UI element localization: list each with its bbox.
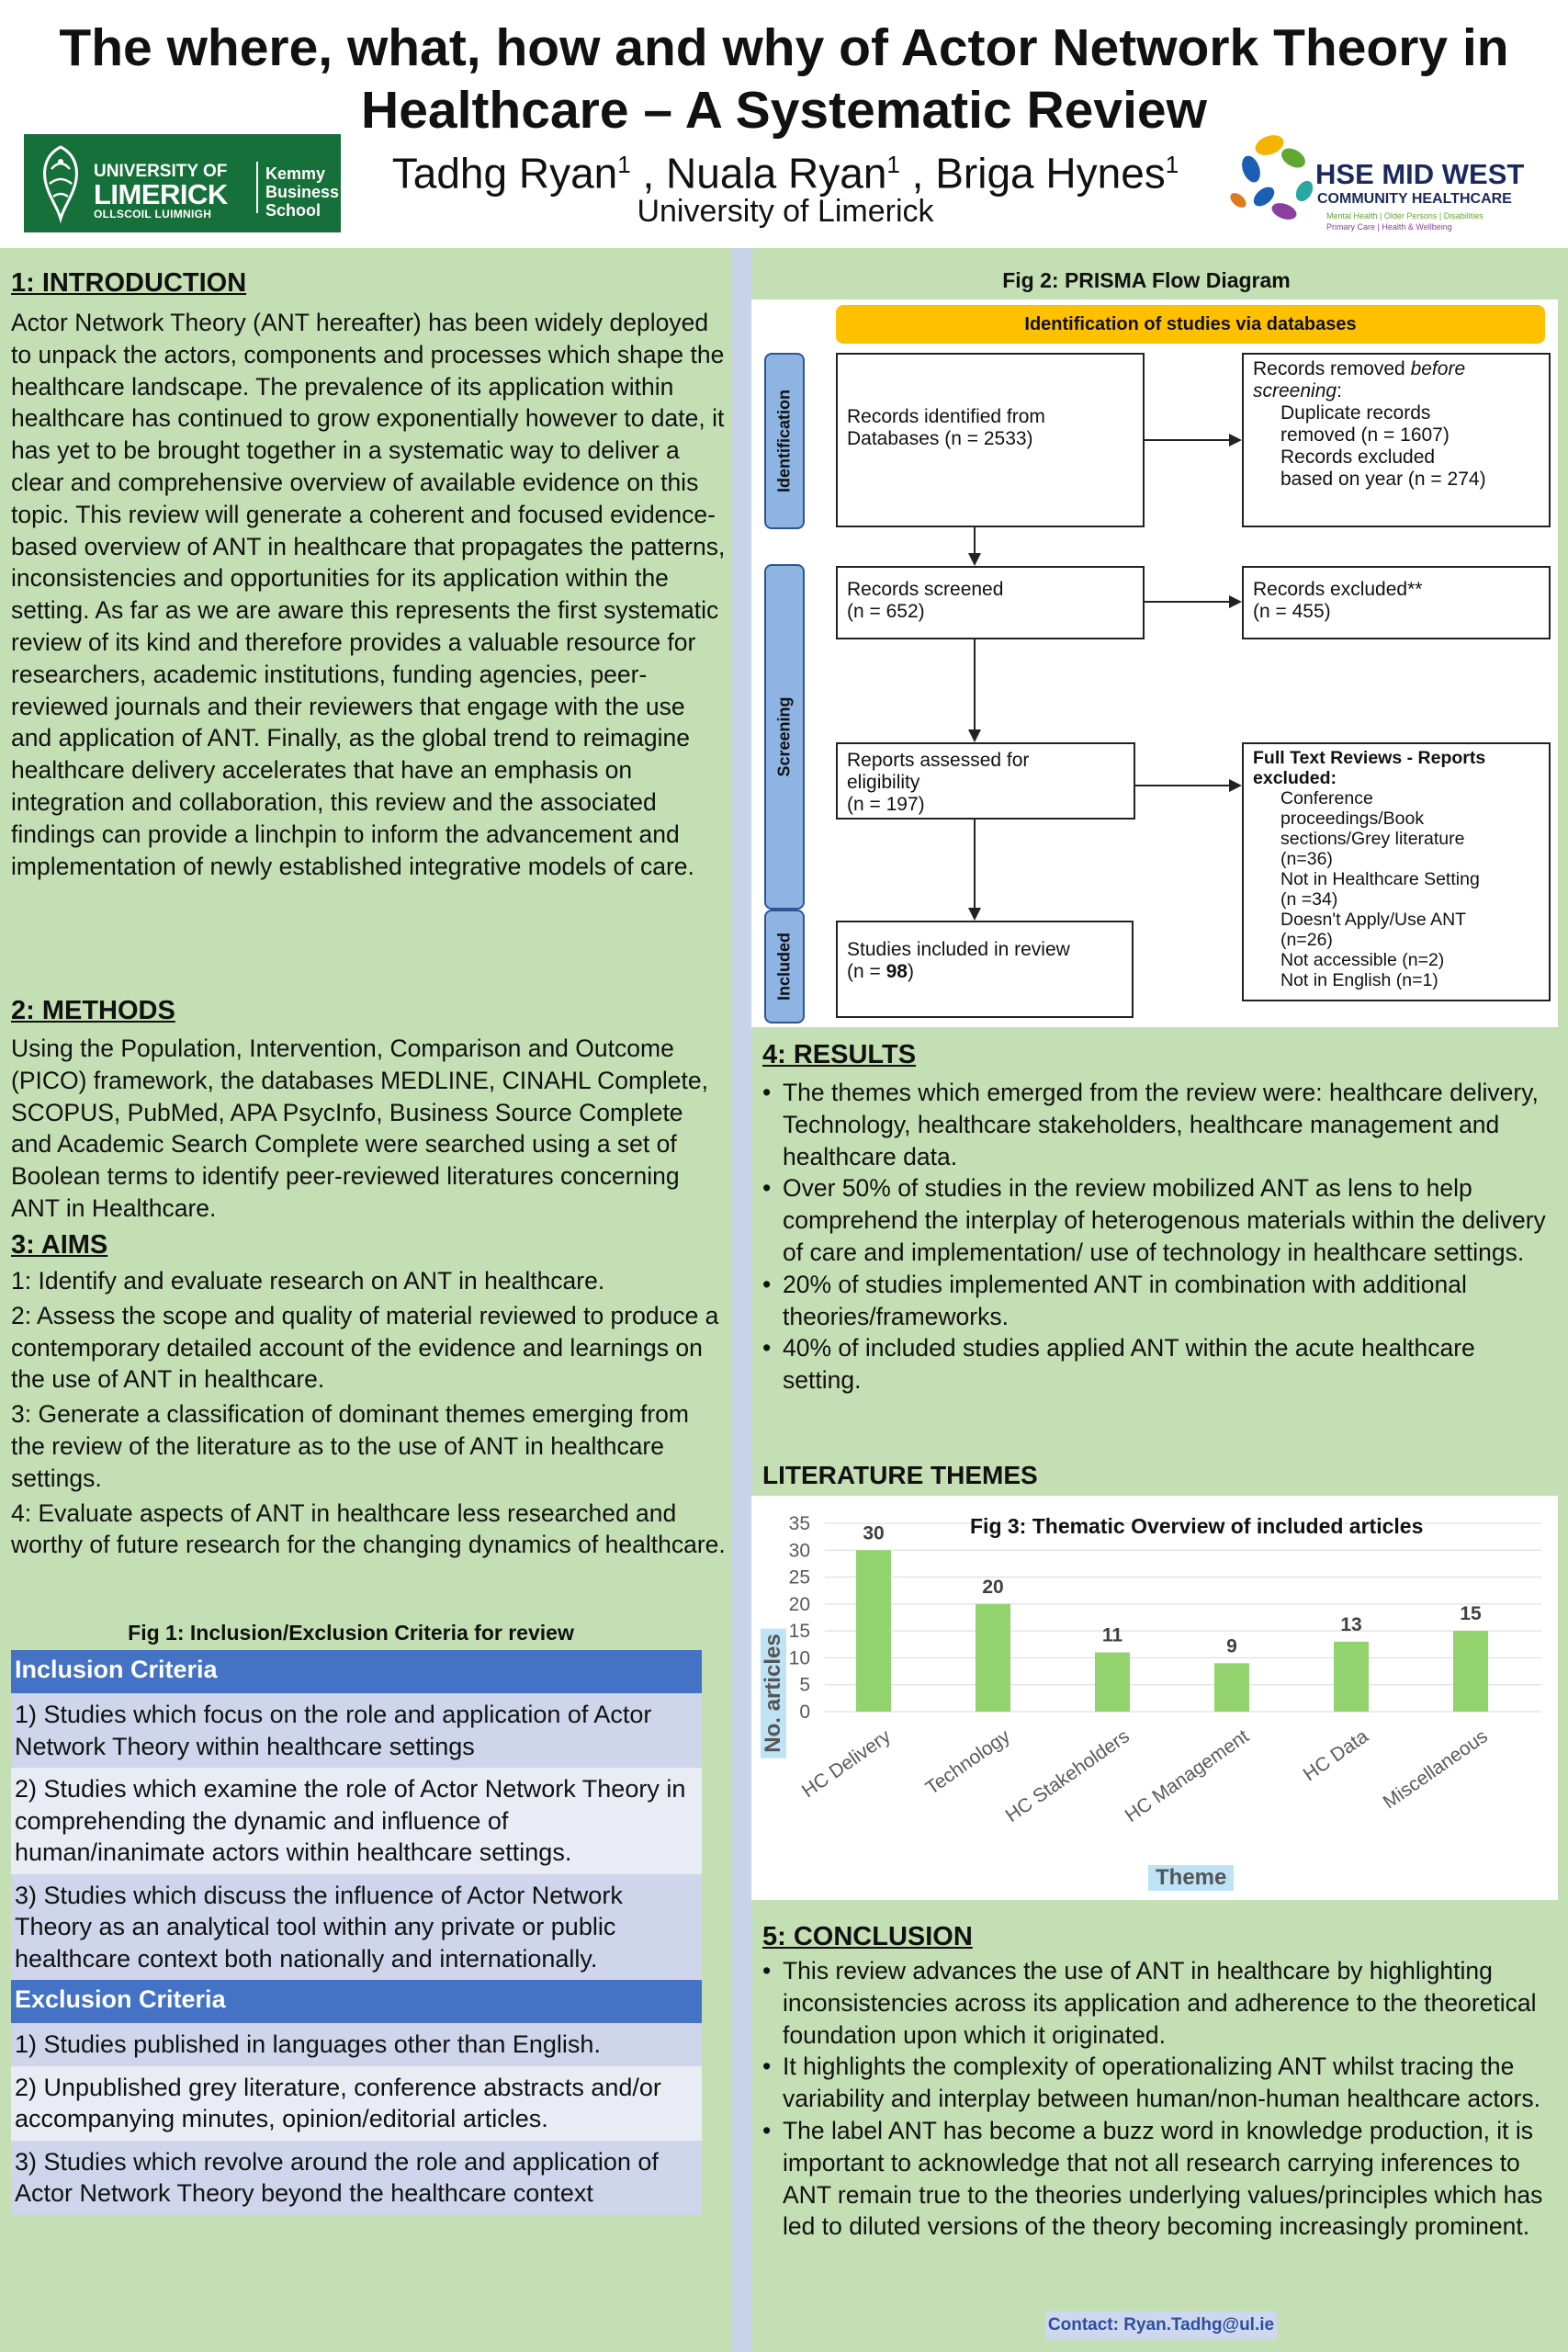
prisma-arrow-right-icon bbox=[1229, 779, 1242, 792]
conclusion-item: • This review advances the use of ANT in healthcare by highlighting inconsistencies across its application and adherence to the theoretical foundation upon which it originated. bbox=[762, 1955, 1552, 2051]
prisma-connector bbox=[974, 820, 976, 908]
chart-y-tick-label: 0 bbox=[799, 1702, 810, 1723]
results-item: • Over 50% of studies in the review mobilized ANT as lens to help comprehend the interplay of heterogenous materials within the delivery of care and implementation/ use of technology in healthcare settings. bbox=[762, 1172, 1549, 1268]
hse-logo-mark-icon bbox=[1227, 121, 1328, 232]
prisma-connector bbox=[1145, 601, 1229, 603]
prisma-removed-heading-emph: before bbox=[1410, 358, 1466, 379]
aims-heading: 3: AIMS bbox=[11, 1230, 108, 1260]
conclusion-item: • It highlights the complexity of operationalizing ANT whilst tracing the variability and interplay between human/non-human healthcare actors. bbox=[762, 2051, 1552, 2115]
chart-y-tick-label: 35 bbox=[788, 1513, 810, 1534]
chart-y-tick-label: 15 bbox=[788, 1621, 810, 1643]
prisma-stage-identification bbox=[764, 353, 805, 529]
chart-bar bbox=[1095, 1653, 1130, 1712]
author-list: Tadhg Ryan$^1$ , Nuala Ryan$^1$ , Briga Hynes$^1$ bbox=[391, 149, 1179, 198]
criteria-table bbox=[11, 1650, 702, 2215]
methods-text: Using the Population, Intervention, Comparison and Outcome (PICO) framework, the databases MEDLINE, CINAHL Complete, SCOPUS, PubMed, APA PsycInfo, Business Source Complete and Academic Search Complete were searched using a set of Boolean terms to identify peer-reviewed literatures concerning ANT in Healthcare. bbox=[11, 1035, 708, 1222]
prisma-arrow-right-icon bbox=[1229, 434, 1242, 447]
prisma-included-count-suffix: ) bbox=[907, 961, 914, 982]
chart-bar bbox=[976, 1604, 1010, 1712]
kemmy-business-school-label: Kemmy Business School bbox=[265, 164, 340, 220]
prisma-removed-duplicates: Duplicate records removed (n = 1607) bbox=[1280, 402, 1450, 446]
ul-crest-icon bbox=[33, 141, 88, 224]
prisma-stage-label: Screening bbox=[774, 696, 794, 777]
conclusion-list bbox=[762, 1955, 1552, 2243]
introduction-heading: 1: INTRODUCTION bbox=[11, 268, 247, 298]
ul-logo-divider bbox=[256, 162, 258, 213]
aim-item: 4: Evaluate aspects of ANT in healthcare less researched and worthy of future research for the changing dynamics of healthcare. bbox=[11, 1498, 726, 1559]
author-affiliation-mark: 1 bbox=[886, 151, 900, 178]
prisma-included-count bbox=[847, 961, 1122, 983]
poster-title: The where, what, how and why of Actor Network Theory in Healthcare – A Systematic Review bbox=[59, 18, 1509, 140]
author-affiliation-mark: 1 bbox=[1165, 151, 1179, 178]
inclusion-criterion: 2) Studies which examine the role of Actor Network Theory in comprehending the dynamic and influence of human/inanimate actors within healthcare settings. bbox=[11, 1768, 702, 1874]
prisma-connector bbox=[1135, 785, 1229, 786]
prisma-records-removed bbox=[1242, 353, 1551, 527]
prisma-records-identified: Records identified from Databases (n = 2533) bbox=[836, 353, 1145, 527]
prisma-removed-heading-emph-2: screening bbox=[1253, 380, 1337, 401]
aims-list bbox=[11, 1265, 728, 1564]
chart-canvas bbox=[751, 1496, 1558, 1900]
exclusion-criterion: 2) Unpublished grey literature, conference abstracts and/or accompanying minutes, opinion/editorial articles. bbox=[11, 2066, 702, 2141]
prisma-arrow-down-icon bbox=[968, 729, 981, 742]
prisma-banner: Identification of studies via databases bbox=[836, 305, 1545, 344]
prisma-included-count-prefix: (n = bbox=[847, 961, 886, 982]
prisma-stage-label: Identification bbox=[774, 390, 794, 492]
hse-logo-subtitle: COMMUNITY HEALTHCARE bbox=[1317, 191, 1512, 207]
prisma-arrow-down-icon bbox=[968, 553, 981, 566]
results-item: • 20% of studies implemented ANT in combination with additional theories/frameworks. bbox=[762, 1269, 1549, 1333]
exclusion-criterion: 1) Studies published in languages other than English. bbox=[11, 2023, 702, 2066]
inclusion-criteria-heading: Inclusion Criteria bbox=[11, 1650, 702, 1693]
thematic-bar-chart bbox=[751, 1496, 1558, 1900]
exclusion-criteria-heading: Exclusion Criteria bbox=[11, 1980, 702, 2023]
chart-data-label: 30 bbox=[863, 1522, 885, 1544]
chart-y-tick-label: 10 bbox=[788, 1647, 810, 1669]
chart-y-axis-label: No. articles bbox=[761, 1628, 786, 1758]
prisma-fulltext-items: Conference proceedings/Book sections/Grey literature (n=36) Not in Healthcare Setting (n =34) Doesn't Apply/Use ANT (n=26) Not accessible (n=2) Not in English (n=1) bbox=[1280, 788, 1480, 990]
chart-y-tick-label: 25 bbox=[788, 1566, 810, 1589]
prisma-included-label: Studies included in review bbox=[847, 939, 1070, 960]
chart-x-tick-label: HC Stakeholders bbox=[1001, 1725, 1134, 1827]
conclusion-heading: 5: CONCLUSION bbox=[762, 1922, 973, 1951]
prisma-removed-by-year: Records excluded based on year (n = 274) bbox=[1280, 447, 1486, 490]
aim-item: 2: Assess the scope and quality of material reviewed to produce a contemporary detailed account of the evidence and learnings on the use of ANT in healthcare. bbox=[11, 1301, 719, 1394]
aim-item: 1: Identify and evaluate research on ANT in healthcare. bbox=[11, 1267, 605, 1295]
prisma-stage-screening bbox=[764, 564, 805, 910]
prisma-fulltext-excluded bbox=[1242, 742, 1551, 1001]
chart-x-tick-label: HC Delivery bbox=[797, 1725, 895, 1803]
author-name: Briga Hynes bbox=[935, 149, 1166, 198]
prisma-removed-heading-text: Records removed bbox=[1253, 358, 1411, 379]
chart-x-tick-label: HC Management bbox=[1121, 1725, 1253, 1827]
chart-bar bbox=[1453, 1631, 1488, 1712]
prisma-connector bbox=[974, 527, 976, 553]
chart-data-label: 11 bbox=[1101, 1624, 1123, 1646]
prisma-stage-included bbox=[764, 910, 805, 1023]
prisma-stage-label: Included bbox=[774, 932, 794, 1001]
chart-x-axis-label: Theme bbox=[1148, 1865, 1234, 1891]
chart-bar bbox=[1334, 1642, 1369, 1712]
author-affiliation-mark: 1 bbox=[617, 151, 631, 178]
author-name: Tadhg Ryan bbox=[391, 149, 618, 198]
ul-logo-line1: UNIVERSITY OF bbox=[94, 162, 228, 181]
prisma-records-screened: Records screened (n = 652) bbox=[836, 566, 1145, 639]
results-item: • 40% of included studies applied ANT within the acute healthcare setting. bbox=[762, 1332, 1549, 1396]
poster-header bbox=[0, 0, 1568, 248]
prisma-records-excluded: Records excluded** (n = 455) bbox=[1242, 566, 1551, 639]
hse-logo-tagline-2: Primary Care | Health & Wellbeing bbox=[1326, 222, 1452, 232]
results-list bbox=[762, 1077, 1549, 1396]
introduction-text: Actor Network Theory (ANT hereafter) has been widely deployed to unpack the actors, components and processes which shape the healthcare landscape. The prevalence of its application within healthcare has continued to grow exponentially however to date, it has yet to be brought together in a systematic way to deliver a clear and comprehensive overview of available evidence on this topic. This review will generate a coherent and focused evidence-based overview of ANT in healthcare that propagates the patterns, inconsistencies and opportunities for its application within the setting. As far as we are aware this represents the first systematic review of its kind and therefore provides a valuable resource for researchers, academic institutions, funding agencies, peer-reviewed journals and their reviewers that engage with the use and application of ANT. Finally, as the global trend to reimagine healthcare delivery accelerates that have an emphasis on integration and collaboration, this review and the associated findings can provide a linchpin to inform the advancement and implementation of newly established integrative models of care. bbox=[11, 309, 726, 880]
hse-logo-tagline-1: Mental Health | Older Persons | Disabilities bbox=[1326, 211, 1483, 220]
chart-y-tick-label: 20 bbox=[788, 1593, 810, 1615]
exclusion-criterion: 3) Studies which revolve around the role and application of Actor Network Theory beyond the healthcare context bbox=[11, 2141, 702, 2215]
fig1-caption: Fig 1: Inclusion/Exclusion Criteria for review bbox=[128, 1621, 574, 1645]
prisma-fulltext-heading: Full Text Reviews - Reports excluded: bbox=[1253, 748, 1486, 788]
inclusion-criterion: 1) Studies which focus on the role and application of Actor Network Theory within healthcare settings bbox=[11, 1693, 702, 1768]
hse-mid-west-logo bbox=[1222, 118, 1552, 237]
ul-logo-line2: LIMERICK bbox=[94, 178, 228, 210]
results-heading: 4: RESULTS bbox=[762, 1040, 917, 1069]
literature-themes-heading: LITERATURE THEMES bbox=[762, 1461, 1038, 1489]
chart-bar bbox=[1214, 1663, 1249, 1712]
prisma-flow-diagram bbox=[751, 300, 1558, 1027]
chart-x-tick-label: HC Data bbox=[1299, 1725, 1372, 1786]
prisma-studies-included bbox=[836, 921, 1134, 1018]
prisma-arrow-down-icon bbox=[968, 908, 981, 921]
prisma-removed-heading-2 bbox=[1253, 380, 1540, 402]
chart-data-label: 15 bbox=[1460, 1603, 1482, 1625]
hse-logo-name: HSE MID WEST bbox=[1315, 158, 1525, 190]
contact-email: Contact: Ryan.Tadhg@ul.ie bbox=[1045, 2312, 1277, 2339]
chart-data-label: 9 bbox=[1226, 1635, 1237, 1657]
aim-item: 3: Generate a classification of dominant themes emerging from the review of the literature as to the use of ANT in healthcare settings. bbox=[11, 1400, 689, 1492]
column-separator bbox=[732, 248, 752, 2352]
inclusion-criterion: 3) Studies which discuss the influence of Actor Network Theory as an analytical tool within any private or public healthcare context both nationally and internationally. bbox=[11, 1874, 702, 1981]
chart-y-tick-label: 5 bbox=[799, 1674, 810, 1696]
chart-bar bbox=[856, 1550, 891, 1712]
ul-logo-line3: OLLSCOIL LUIMNIGH bbox=[94, 208, 212, 220]
affiliation: University of Limerick bbox=[637, 194, 934, 229]
prisma-removed-heading bbox=[1253, 358, 1540, 380]
conclusion-item: • The label ANT has become a buzz word in knowledge production, it is important to acknowledge that not all research carrying inferences to ANT remain true to the theories underlying values/principles which has led to diluted versions of the theory becoming increasingly prominent. bbox=[762, 2115, 1552, 2243]
fig2-caption: Fig 2: PRISMA Flow Diagram bbox=[1002, 268, 1291, 292]
results-item: • The themes which emerged from the review were: healthcare delivery, Technology, healthcare stakeholders, healthcare management and healthcare data. bbox=[762, 1077, 1549, 1172]
university-of-limerick-logo bbox=[24, 134, 341, 232]
prisma-connector bbox=[1145, 439, 1229, 441]
prisma-arrow-right-icon bbox=[1229, 595, 1242, 608]
chart-data-label: 13 bbox=[1340, 1613, 1362, 1635]
chart-x-tick-label: Miscellaneous bbox=[1379, 1725, 1492, 1814]
prisma-included-count-value: 98 bbox=[886, 961, 908, 982]
chart-data-label: 20 bbox=[982, 1576, 1004, 1598]
prisma-connector bbox=[974, 639, 976, 729]
chart-y-tick-label: 30 bbox=[788, 1540, 810, 1562]
author-name: Nuala Ryan bbox=[666, 149, 887, 198]
prisma-removed-colon: : bbox=[1337, 380, 1342, 401]
chart-title: Fig 3: Thematic Overview of included articles bbox=[970, 1514, 1424, 1538]
chart-x-tick-label: Technology bbox=[921, 1725, 1014, 1800]
prisma-reports-assessed: Reports assessed for eligibility (n = 197) bbox=[836, 742, 1135, 820]
methods-heading: 2: METHODS bbox=[11, 996, 175, 1025]
